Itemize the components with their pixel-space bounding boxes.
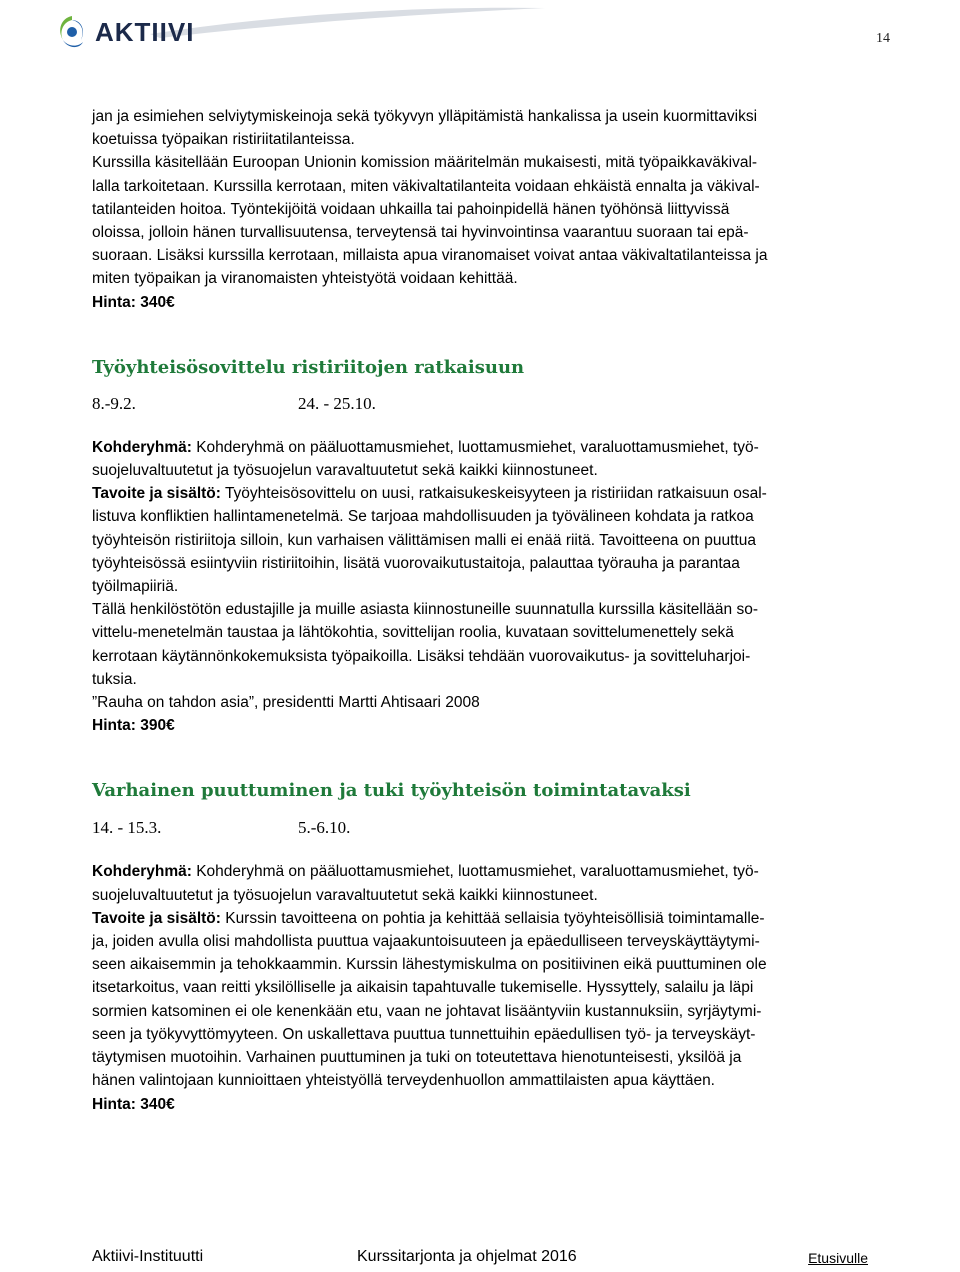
home-page-link[interactable]: Etusivulle [808, 1250, 868, 1266]
body-line: suoraan. Lisäksi kurssilla kerrotaan, millaista apua viranomaiset voivat antaa väkivaltatilanteissa ja [92, 247, 768, 265]
price: Hinta: 340€ [92, 1095, 175, 1113]
course-date: 14. - 15.3. [92, 818, 162, 838]
course-dates [92, 817, 872, 839]
body-line: täytymisen muotoihin. Varhainen puuttuminen ja tuki on toteutettava hienotunteisesti, yksilöä ja [92, 1049, 742, 1067]
page-number: 14 [876, 31, 890, 46]
course-title: Työyhteisösovittelu ristiriitojen ratkaisuun [92, 356, 525, 378]
goal-label: Tavoite ja sisältö: [92, 485, 221, 503]
page-header [0, 0, 960, 80]
body-line: Kurssilla käsitellään Euroopan Unionin komission määritelmän mukaisesti, mitä työpaikkaväkival- [92, 154, 758, 172]
goal-content: Tavoite ja sisältö: Työyhteisösovittelu on uusi, ratkaisukeskeisyyteen ja ristiriidan ratkaisuun osal- [92, 485, 767, 503]
logo-mark-icon [55, 12, 89, 52]
target-group-label: Kohderyhmä: [92, 863, 192, 881]
body-line: sormien katsominen ei ole kenenkään etu, vaan ne johtavat lisääntyviin kustannuksiin, syrjäytymi- [92, 1002, 762, 1020]
target-group: Kohderyhmä: Kohderyhmä on pääluottamusmiehet, luottamusmiehet, varaluottamusmiehet, työ- [92, 438, 759, 456]
course-date: 8.-9.2. [92, 393, 136, 413]
body-line: työyhteisön ristiriitoja silloin, kun varhaisen välittämisen malli ei enää riitä. Tavoitteena on puuttua [92, 531, 756, 549]
target-group-label: Kohderyhmä: [92, 438, 192, 456]
body-line: listuva konfliktien hallintamenetelmä. Se tarjoaa mahdollisuuden ja työvälineen kohdata ja ratkoa [92, 508, 754, 526]
aktiivi-logo[interactable] [55, 12, 194, 52]
body-line: koetuissa työpaikan ristiriitatilanteissa. [92, 131, 355, 149]
quote-line: ”Rauha on tahdon asia”, presidentti Martti Ahtisaari 2008 [92, 694, 480, 712]
goal-label: Tavoite ja sisältö: [92, 909, 221, 927]
body-line: hänen valintojaan kunnioittaen yhteistyöllä terveydenhuollon ammattilaisten apua käyttäen. [92, 1072, 715, 1090]
body-line: oloissa, jolloin hänen turvallisuutensa, terveytensä tai hyvinvointinsa vaarantuu suoraan tai epä- [92, 224, 749, 242]
footer-organization: Aktiivi-Instituutti [92, 1248, 204, 1265]
footer-document-title: Kurssitarjonta ja ohjelmat 2016 [357, 1248, 577, 1265]
body-line: tatilanteiden hoitoa. Työntekijöitä voidaan uhkailla tai pahoinpidellä hänen työhönsä liittyvissä [92, 200, 730, 218]
body-line: työyhteisössä esiintyviin ristiriitoihin, lisätä vuorovaikutustaitoja, palauttaa työrauha ja parantaa [92, 554, 740, 572]
price: Hinta: 390€ [92, 717, 175, 735]
body-line: suojeluvaltuutetut ja työsuojelun varavaltuutetut sekä kaikki kiinnostuneet. [92, 462, 598, 480]
goal-content: Tavoite ja sisältö: Kurssin tavoitteena on pohtia ja kehittää sellaisia työyhteisöllisiä toimintamalle- [92, 909, 765, 927]
course-title: Varhainen puuttuminen ja tuki työyhteisön toimintatavaksi [92, 780, 691, 802]
body-line: Tällä henkilöstötön edustajille ja muille asiasta kiinnostuneille suunnatulla kurssilla käsitellään so- [92, 601, 759, 619]
course-date: 24. - 25.10. [298, 393, 376, 413]
body-line: ja, joiden avulla olisi mahdollista puuttua vajaakuntoisuuteen ja epäedulliseen terveyskäyttäytymi- [92, 933, 760, 951]
body-line: itsetarkoitus, vaan reitti yksilölliselle ja aikaisin tapahtuvalle tukemiselle. Hyssyttely, salailu ja läpi [92, 979, 754, 997]
body-line: miten työpaikan ja viranomaisten yhteistyötä voidaan kehittää. [92, 270, 518, 288]
body-line: kerrotaan käytännönkokemuksista työpaikoilla. Lisäksi tehdään vuorovaikutus- ja sovitteluharjoi- [92, 647, 751, 665]
body-line: seen ja työkyvyttömyyteen. On uskallettava puuttua tunnettuihin epäedullisen työ- ja terveyskäyt- [92, 1025, 756, 1043]
course-dates [92, 393, 872, 415]
course-date: 5.-6.10. [298, 818, 351, 838]
body-line: työilmapiiriä. [92, 578, 179, 596]
body-line: jan ja esimiehen selviytymiskeinoja sekä työkyvyn ylläpitämistä hankalissa ja usein kuormittaviksi [92, 108, 758, 125]
body-line: suojeluvaltuutetut ja työsuojelun varavaltuutetut sekä kaikki kiinnostuneet. [92, 886, 598, 904]
target-group: Kohderyhmä: Kohderyhmä on pääluottamusmiehet, luottamusmiehet, varaluottamusmiehet, työ- [92, 863, 759, 881]
price: Hinta: 340€ [92, 293, 175, 311]
logo-text: AKTIIVI [95, 16, 195, 47]
body-line: lalla tarkoitetaan. Kurssilla kerrotaan, miten väkivaltatilanteita voidaan ehkäistä ennalta ja väkival- [92, 177, 760, 195]
main-content [92, 105, 872, 1116]
page-footer [92, 1248, 870, 1272]
body-line: vittelu-menetelmän taustaa ja lähtökohtia, sovittelijan roolia, kuvataan sovittelumenettely sekä [92, 624, 734, 642]
body-line: tuksia. [92, 670, 137, 688]
body-line: seen aikaisemmin ja tehokkaammin. Kurssin lähestymiskulma on positiivinen eikä puuttuminen ole [92, 956, 767, 974]
